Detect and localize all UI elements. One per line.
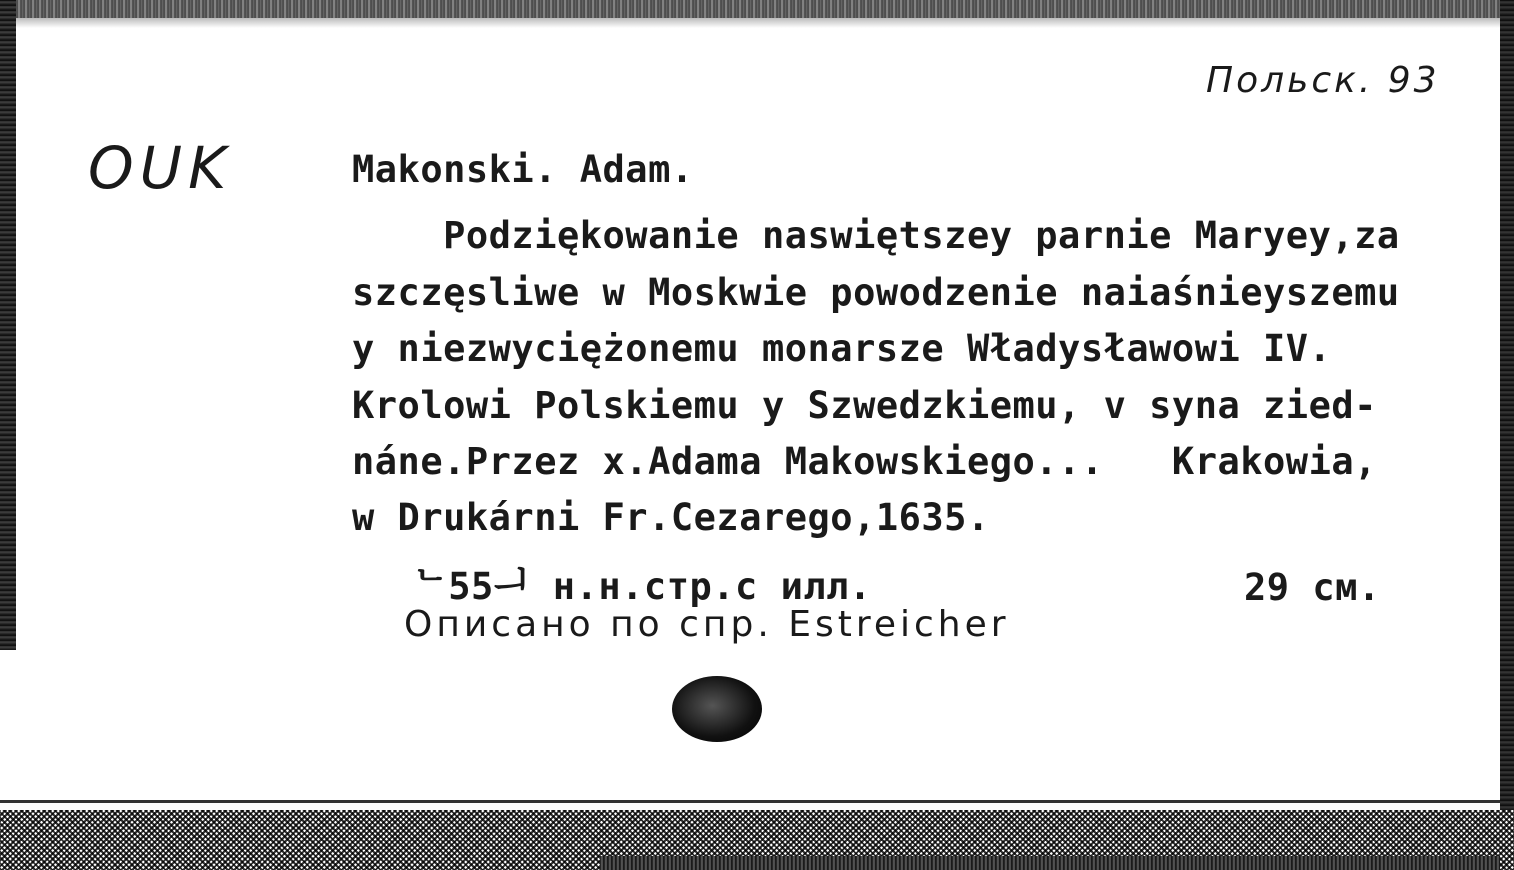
shelfmark: OUK — [88, 134, 233, 202]
collation-line: ᄂ55ᅴ н.н.стр.с илл. — [412, 565, 872, 608]
punch-hole — [672, 676, 762, 742]
entry-line-3: szczęsliwe w Moskwie powodzenie naiaśnieyszemu — [352, 271, 1400, 314]
catalogue-number: Польск. 93 — [1206, 60, 1440, 101]
entry-line-4: y niezwyciężonemu monarsze Władysławowi IV. — [352, 327, 1332, 370]
scan-border-right — [1500, 0, 1514, 870]
entry-line-1: Makonski. Adam. — [352, 148, 694, 191]
scan-border-bottom-bar — [600, 856, 1500, 870]
scan-border-left — [0, 0, 16, 650]
entry-line-7: w Drukárni Fr.Cezarego,1635. — [352, 496, 990, 539]
size-note: 29 см. — [1244, 566, 1381, 609]
entry-line-5: Krolowi Polskiemu y Szwedzkiemu, v syna zied- — [352, 384, 1377, 427]
described-note: Описано по спр. Estreicher — [404, 604, 1010, 645]
entry-line-2: Podziękowanie naswiętszey parnie Maryey,za — [352, 214, 1400, 257]
scan-border-top — [0, 0, 1514, 18]
scan-border-top-fade — [0, 18, 1514, 28]
entry-line-6: náne.Przez x.Adama Makowskiego... Krakowia, — [352, 440, 1377, 483]
card-bottom-edge — [0, 800, 1500, 803]
